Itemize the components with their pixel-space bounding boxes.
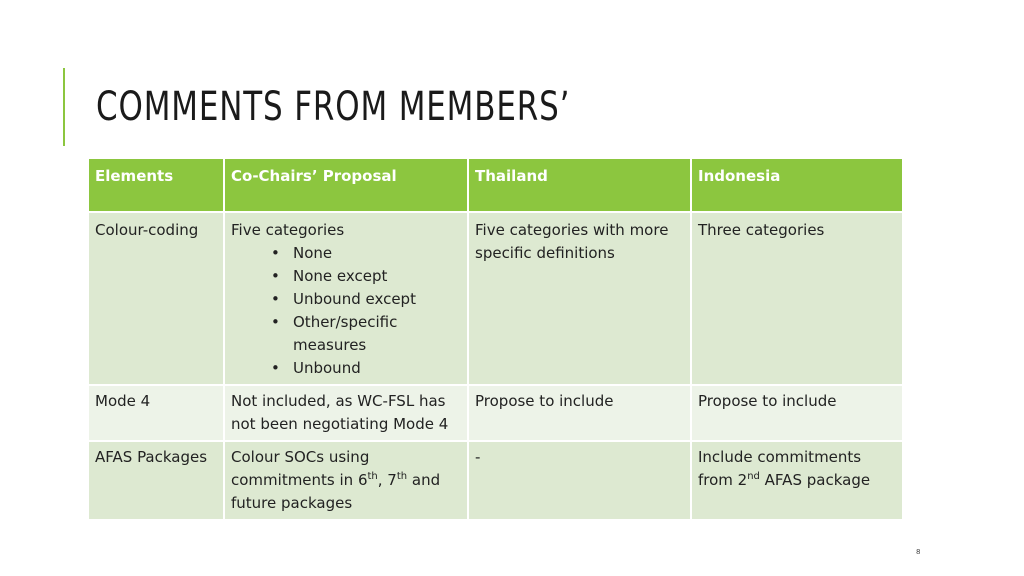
table-row-afas-packages: [88, 441, 903, 520]
ordinal-suffix: nd: [747, 471, 760, 482]
cell-proposal: [224, 212, 468, 385]
indonesia-text: AFAS package: [759, 471, 871, 489]
indonesia-text: Include commitments from 2: [698, 448, 862, 489]
table-row-mode-4: [88, 385, 903, 441]
ordinal-suffix: th: [396, 471, 408, 482]
category-item: • Unbound: [293, 357, 461, 380]
cell-indonesia: [691, 441, 903, 520]
cell-proposal: Not included, as WC-FSL has not been negotiating Mode 4: [224, 385, 468, 441]
header-indonesia: Indonesia: [691, 158, 903, 212]
header-elements: Elements: [88, 158, 224, 212]
title-accent-bar: [63, 68, 65, 146]
proposal-text: and future packages: [231, 471, 441, 512]
table-row-colour-coding: [88, 212, 903, 385]
header-thailand: Thailand: [468, 158, 691, 212]
cell-indonesia: Propose to include: [691, 385, 903, 441]
cell-element: Mode 4: [88, 385, 224, 441]
proposal-text: , 7: [377, 471, 397, 489]
proposal-text: Colour SOCs using commitments in 6: [231, 448, 370, 489]
comments-table: [87, 157, 904, 521]
cell-element: Colour-coding: [88, 212, 224, 385]
cell-indonesia: Three categories: [691, 212, 903, 385]
category-item: • None except: [293, 265, 461, 288]
page-number: 8: [916, 548, 921, 556]
cell-thailand: -: [468, 441, 691, 520]
cell-proposal: [224, 441, 468, 520]
table-header-row: [88, 158, 903, 212]
category-list: [231, 242, 461, 380]
category-item: • None: [293, 242, 461, 265]
header-co-chairs-proposal: Co-Chairs’ Proposal: [224, 158, 468, 212]
cell-thailand: Five categories with more specific definitions: [468, 212, 691, 385]
slide-title: COMMENTS FROM MEMBERS’: [96, 84, 571, 130]
cell-element: AFAS Packages: [88, 441, 224, 520]
ordinal-suffix: th: [367, 471, 378, 482]
cell-thailand: Propose to include: [468, 385, 691, 441]
category-item: • Other/specific measures: [293, 311, 461, 357]
proposal-intro: Five categories: [231, 221, 345, 239]
category-item: • Unbound except: [293, 288, 461, 311]
